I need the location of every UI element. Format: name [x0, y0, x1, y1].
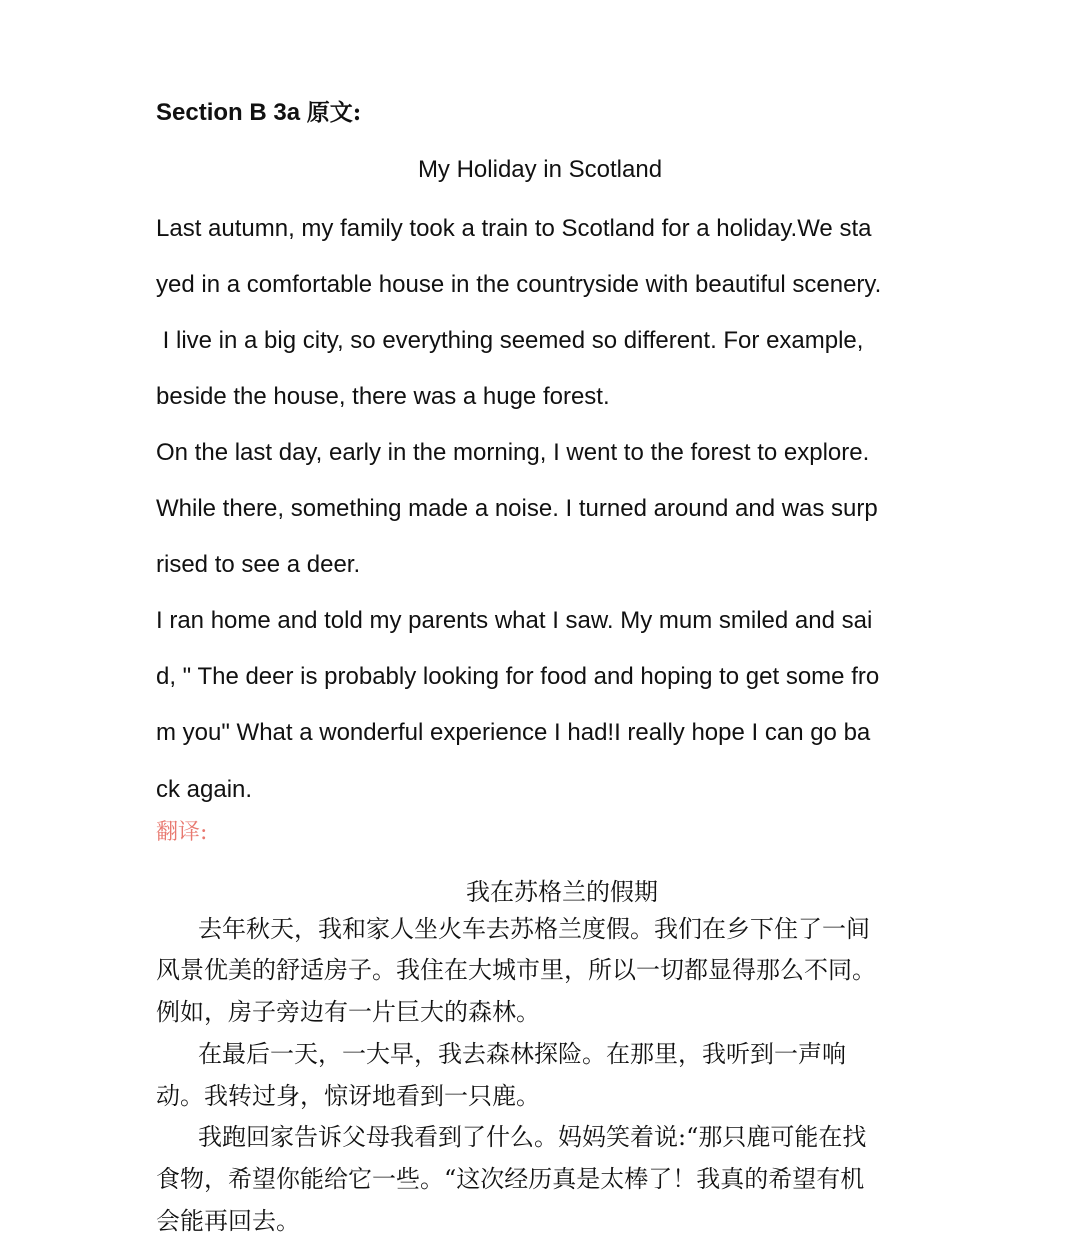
english-line: d, " The deer is probably looking for food and hoping to get some fro	[156, 663, 880, 690]
english-line: I ran home and told my parents what I saw. My mum smiled and sai	[156, 607, 873, 634]
chinese-line: 在最后一天，一大早，我去森林探险。在那里，我听到一声响	[198, 1040, 846, 1068]
chinese-line: 动。我转过身，惊讶地看到一只鹿。	[156, 1082, 540, 1110]
english-line: I live in a big city, so everything seemed so different. For example,	[156, 327, 864, 354]
chinese-line: 会能再回去。	[156, 1207, 300, 1235]
english-line: beside the house, there was a huge forest.	[156, 383, 610, 410]
english-line: rised to see a deer.	[156, 551, 361, 578]
chinese-line: 风景优美的舒适房子。我住在大城市里，所以一切都显得那么不同。	[156, 956, 876, 984]
section-heading	[156, 94, 361, 127]
chinese-line: 我跑回家告诉父母我看到了什么。妈妈笑着说:“那只鹿可能在找	[198, 1123, 867, 1151]
section-label-cn: 原文:	[306, 99, 362, 126]
chinese-line: 例如，房子旁边有一片巨大的森林。	[156, 998, 540, 1026]
chinese-line: 食物，希望你能给它一些。“这次经历真是太棒了！我真的希望有机	[156, 1165, 865, 1193]
english-title: My Holiday in Scotland	[417, 156, 663, 183]
english-line: Last autumn, my family took a train to Scotland for a holiday.We sta	[156, 215, 872, 242]
chinese-title: 我在苏格兰的假期	[466, 878, 658, 906]
english-line: ck again.	[156, 776, 253, 803]
translation-label: 翻译:	[156, 820, 208, 845]
section-label: Section B 3a	[156, 99, 307, 126]
chinese-line: 去年秋天，我和家人坐火车去苏格兰度假。我们在乡下住了一间	[198, 915, 870, 943]
english-line: While there, something made a noise. I turned around and was surp	[156, 495, 878, 522]
english-line: On the last day, early in the morning, I went to the forest to explore.	[156, 439, 870, 466]
english-line: m you" What a wonderful experience I had!I really hope I can go ba	[156, 719, 871, 746]
english-line: yed in a comfortable house in the countryside with beautiful scenery.	[156, 271, 882, 298]
